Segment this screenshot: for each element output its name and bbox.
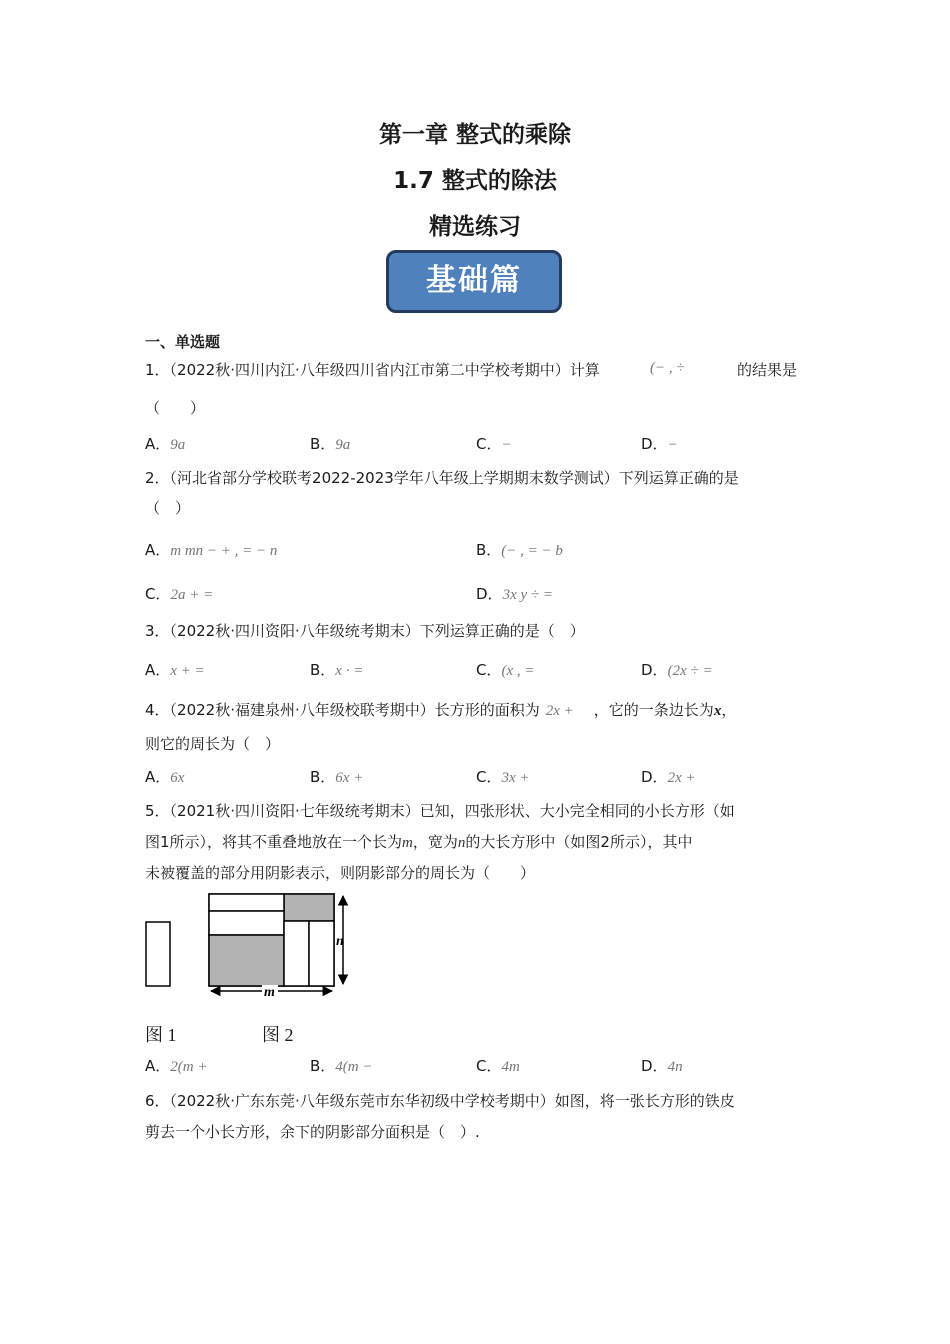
- q4-text-c: ，: [721, 701, 737, 719]
- option-label: C．: [476, 661, 502, 679]
- option-label: C．: [476, 768, 502, 786]
- option-label: D．: [641, 1057, 668, 1075]
- q5-text-c: 的大长方形中（如图2所示），其中: [465, 833, 693, 851]
- q1-option-b[interactable]: [310, 434, 350, 455]
- question-3-text: 3．（2022秋·四川资阳·八年级统考期末）下列运算正确的是（ ）: [145, 622, 585, 640]
- q5-option-c[interactable]: [476, 1056, 520, 1077]
- question-1-text: 1．（2022秋·四川内江·八年级四川省内江市第二中学校考期中）计算: [145, 361, 600, 379]
- q3-option-b[interactable]: [310, 660, 363, 681]
- basic-level-banner: [386, 250, 562, 313]
- option-label: A．: [145, 768, 171, 786]
- question-1-expression: (− , ÷: [650, 360, 685, 376]
- figure-1-caption: 图 1: [145, 1025, 177, 1045]
- option-label: C．: [476, 1057, 502, 1075]
- q3-option-c[interactable]: [476, 660, 535, 681]
- option-expression: (x , =: [501, 663, 535, 679]
- q5-option-a[interactable]: [145, 1056, 207, 1077]
- q4-option-c[interactable]: [476, 767, 530, 788]
- q4-option-b[interactable]: [310, 767, 363, 788]
- question-6-line2: 剪去一个小长方形，余下的阴影部分面积是（ ）.: [145, 1123, 480, 1141]
- question-6-line1: 6．（2022秋·广东东莞·八年级东莞市东华初级中学校考期中）如图，将一张长方形的铁皮: [145, 1092, 735, 1110]
- question-5-line1: 5．（2021秋·四川资阳·七年级统考期末）已知，四张形状、大小完全相同的小长方形（如: [145, 802, 735, 820]
- horizontal-strip-2: [209, 911, 284, 935]
- option-expression: 4m: [501, 1059, 520, 1075]
- option-expression: 6x +: [335, 770, 364, 786]
- q1-option-d[interactable]: [641, 434, 678, 455]
- option-expression: x + =: [170, 663, 205, 679]
- option-expression: 9a: [335, 437, 351, 453]
- m-label: m: [264, 985, 275, 1000]
- option-expression: 4n: [667, 1059, 683, 1075]
- option-expression: x · =: [335, 663, 364, 679]
- q5-text-b: ，宽为: [412, 833, 458, 851]
- banner-text: 基础篇: [426, 263, 522, 298]
- option-expression: m mn − + , = − n: [170, 543, 278, 559]
- question-2-text: 2．（河北省部分学校联考2022-2023学年八年级上学期期末数学测试）下列运算正确的是: [145, 469, 739, 487]
- option-label: C．: [145, 585, 171, 603]
- question-1-tail: 的结果是: [737, 361, 798, 379]
- q5-option-b[interactable]: [310, 1056, 373, 1077]
- shaded-region-bottom-left: [209, 935, 284, 986]
- option-label: D．: [641, 435, 668, 453]
- section-title: 1.7 整式的除法: [393, 168, 557, 194]
- q4-expression: 2x +: [545, 703, 574, 719]
- q3-option-d[interactable]: [641, 660, 713, 681]
- option-label: A．: [145, 1057, 171, 1075]
- option-label: B．: [310, 435, 336, 453]
- q5-text-a: 图1所示），将其不重叠地放在一个长为: [145, 833, 403, 851]
- section-heading: 一、单选题: [145, 333, 221, 351]
- option-label: B．: [310, 1057, 336, 1075]
- q5-var-m: m: [402, 835, 413, 851]
- question-1-blank: （ ）: [145, 399, 206, 417]
- practice-subtitle: 精选练习: [429, 214, 521, 240]
- question-5-line2: [145, 832, 692, 853]
- question-4-line1: [145, 700, 736, 721]
- option-expression: 3x y ÷ =: [502, 587, 553, 603]
- option-label: D．: [641, 661, 668, 679]
- option-expression: 9a: [170, 437, 186, 453]
- option-expression: 6x: [170, 770, 185, 786]
- q2-option-a[interactable]: [145, 540, 277, 561]
- option-label: C．: [476, 435, 502, 453]
- question-5-line3: 未被覆盖的部分用阴影表示，则阴影部分的周长为（ ）: [145, 864, 536, 882]
- q1-option-a[interactable]: [145, 434, 185, 455]
- option-expression: −: [501, 437, 512, 453]
- option-label: D．: [476, 585, 503, 603]
- option-expression: (2x ÷ =: [667, 663, 713, 679]
- option-expression: (− , = − b: [501, 543, 563, 559]
- figure-2-caption: 图 2: [262, 1025, 294, 1045]
- option-label: B．: [310, 768, 336, 786]
- option-expression: 2(m +: [170, 1059, 208, 1075]
- q4-text-b: ，它的一条边长为: [593, 701, 714, 719]
- option-label: A．: [145, 661, 171, 679]
- q4-text-a: 4．（2022秋·福建泉州·八年级校联考期中）长方形的面积为: [145, 701, 540, 719]
- q5-figure: [140, 888, 370, 1000]
- fig1-small-rectangle: [146, 922, 170, 986]
- q1-option-c[interactable]: [476, 434, 512, 455]
- option-label: A．: [145, 541, 171, 559]
- q4-variable: x: [713, 703, 722, 719]
- option-label: D．: [641, 768, 668, 786]
- q5-option-d[interactable]: [641, 1056, 683, 1077]
- option-expression: −: [667, 437, 678, 453]
- q4-option-d[interactable]: [641, 767, 696, 788]
- option-expression: 3x +: [501, 770, 530, 786]
- shaded-region-top-right: [284, 894, 334, 921]
- question-2-blank: （ ）: [145, 499, 191, 517]
- vertical-strip-1: [284, 921, 309, 986]
- horizontal-strip-1: [209, 894, 284, 911]
- vertical-strip-2: [309, 921, 334, 986]
- option-expression: 2x +: [667, 770, 696, 786]
- q3-option-a[interactable]: [145, 660, 205, 681]
- q2-option-b[interactable]: [476, 540, 563, 561]
- q2-option-d[interactable]: [476, 584, 553, 605]
- option-label: B．: [476, 541, 502, 559]
- option-expression: 4(m −: [335, 1059, 373, 1075]
- option-label: B．: [310, 661, 336, 679]
- q2-option-c[interactable]: [145, 584, 213, 605]
- q5-var-n: n: [457, 835, 466, 851]
- chapter-title: 第一章 整式的乘除: [378, 122, 571, 148]
- n-label: n: [336, 934, 344, 949]
- option-label: A．: [145, 435, 171, 453]
- option-expression: 2a + =: [170, 587, 214, 603]
- question-4-line2: 则它的周长为（ ）: [145, 735, 281, 753]
- q4-option-a[interactable]: [145, 767, 184, 788]
